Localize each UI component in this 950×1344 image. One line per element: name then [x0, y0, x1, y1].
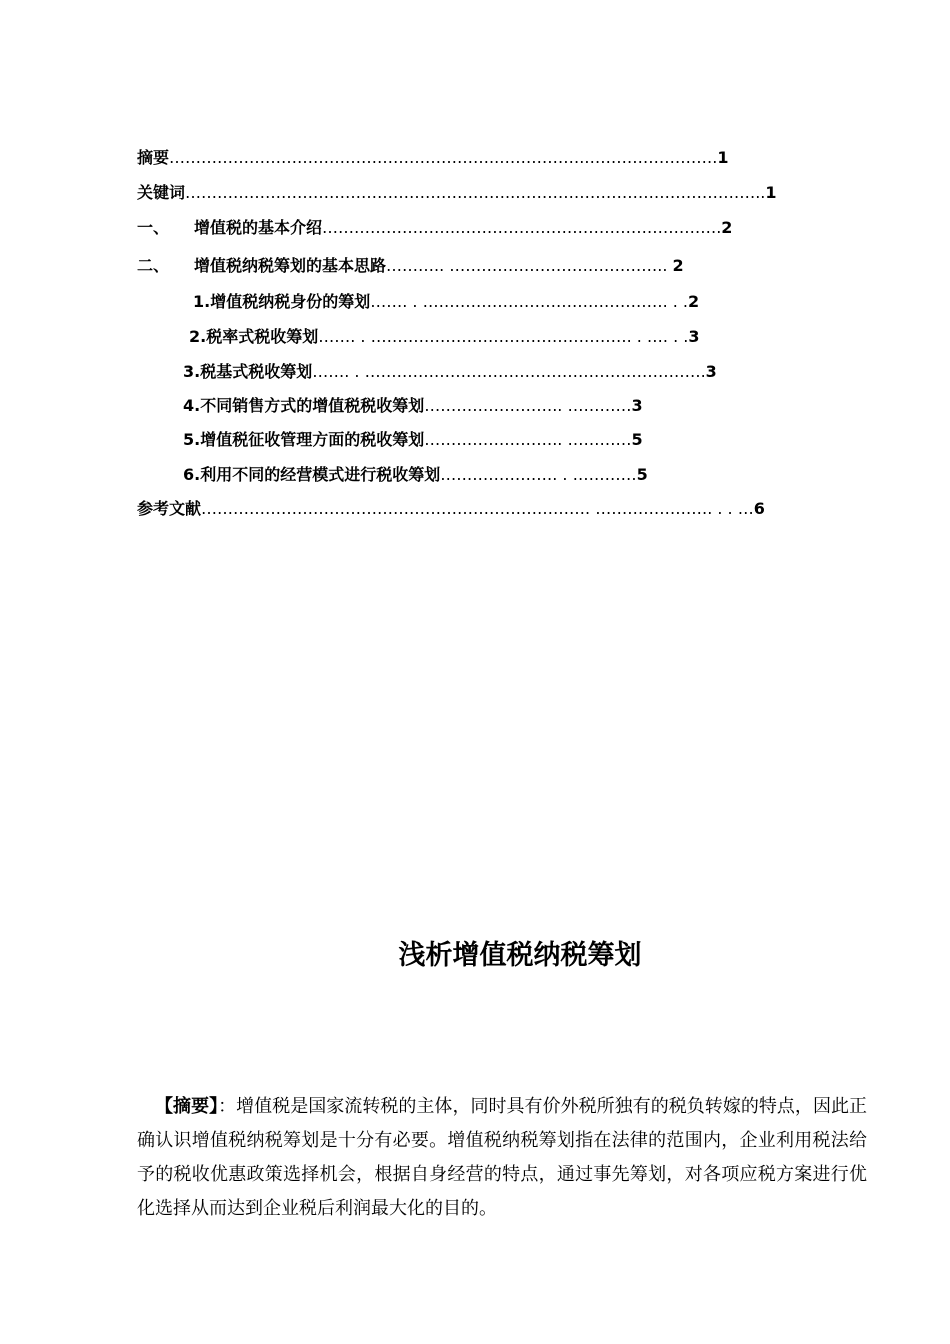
document-title: 浅析增值税纳税筹划 — [398, 940, 642, 971]
toc-item-number: 二、 — [137, 256, 170, 275]
toc-page-number: 2 — [672, 256, 684, 275]
toc-page-number: 2 — [721, 218, 733, 237]
abstract-paragraph — [137, 1090, 867, 1226]
toc-page-number: 1 — [765, 183, 777, 202]
toc-item-label: 摘要 — [137, 148, 170, 167]
toc-item[interactable] — [189, 324, 699, 350]
toc-leader-dots: …………………….. ………… — [424, 396, 632, 415]
toc-item[interactable] — [193, 289, 699, 315]
toc-item-label: 2.税率式税收筹划 — [189, 327, 319, 346]
toc-leader-dots: ……………………..…………………………………………. — [322, 218, 722, 237]
toc-item-label: 4.不同销售方式的增值税税收筹划 — [183, 396, 425, 415]
abstract-text: 增值税是国家流转税的主体，同时具有价外税所独有的税负转嫁的特点，因此正确认识增值税纳税筹划是十分有必要。增值税纳税筹划指在法律的范围内，企业利用税法给予的税收优惠政策选择机会，根据自身经营的特点，通过事先筹划，对各项应税方案进行优化选择从而达到企业税后利润最大化的目的。 — [137, 1096, 868, 1219]
toc-item-label: 1.增值税纳税身份的筹划 — [193, 292, 371, 311]
toc-item-label: 3.税基式税收筹划 — [183, 362, 313, 381]
toc-item[interactable] — [183, 462, 648, 488]
toc-item-label: 6.利用不同的经营模式进行税收筹划 — [183, 465, 441, 484]
toc-page-number: 3 — [705, 362, 717, 381]
toc-leader-dots: ……. . …………………………………………. . …. . . — [318, 327, 689, 346]
toc-page-number: 5 — [636, 465, 648, 484]
toc-page-number: 2 — [688, 292, 700, 311]
abstract-label: 【摘要】 — [155, 1096, 219, 1117]
toc-leader-dots: ……. . ………………………………………. . . — [370, 292, 688, 311]
toc-item[interactable] — [137, 180, 777, 206]
toc-item-label: 增值税的基本介绍 — [194, 218, 323, 237]
abstract-colon: ： — [218, 1096, 237, 1117]
toc-page-number: 6 — [753, 499, 765, 518]
toc-item[interactable] — [137, 215, 732, 241]
toc-page-number: 5 — [631, 430, 643, 449]
toc-item-label: 参考文献 — [137, 499, 202, 518]
toc-item-label: 关键词 — [137, 183, 186, 202]
toc-leader-dots: …………………. . ………… — [440, 465, 637, 484]
toc-item-label: 增值税纳税筹划的基本思路 — [194, 256, 387, 275]
toc-page-number: 3 — [631, 396, 643, 415]
toc-page-number: 3 — [688, 327, 700, 346]
table-of-contents — [0, 0, 950, 540]
toc-leader-dots: ……………………………………………………..……………………………………….. — [185, 183, 766, 202]
toc-item[interactable] — [183, 359, 717, 385]
toc-item[interactable] — [137, 145, 729, 171]
toc-item[interactable] — [183, 393, 643, 419]
toc-item-number: 一、 — [137, 218, 170, 237]
toc-item[interactable] — [137, 496, 765, 522]
toc-page-number: 1 — [717, 148, 729, 167]
toc-leader-dots: ……….. ………………………………….. — [386, 256, 673, 275]
toc-leader-dots: ……. . ………………………………………………………. — [312, 362, 706, 381]
toc-leader-dots: …………………….. ………… — [424, 430, 632, 449]
toc-leader-dots: ………………………………………………………………. …………………. . . … — [201, 499, 754, 518]
toc-item[interactable] — [137, 253, 684, 279]
toc-item[interactable] — [183, 427, 643, 453]
toc-leader-dots: ……………………………………………………..…………….……………………. — [169, 148, 718, 167]
toc-item-label: 5.增值税征收管理方面的税收筹划 — [183, 430, 425, 449]
